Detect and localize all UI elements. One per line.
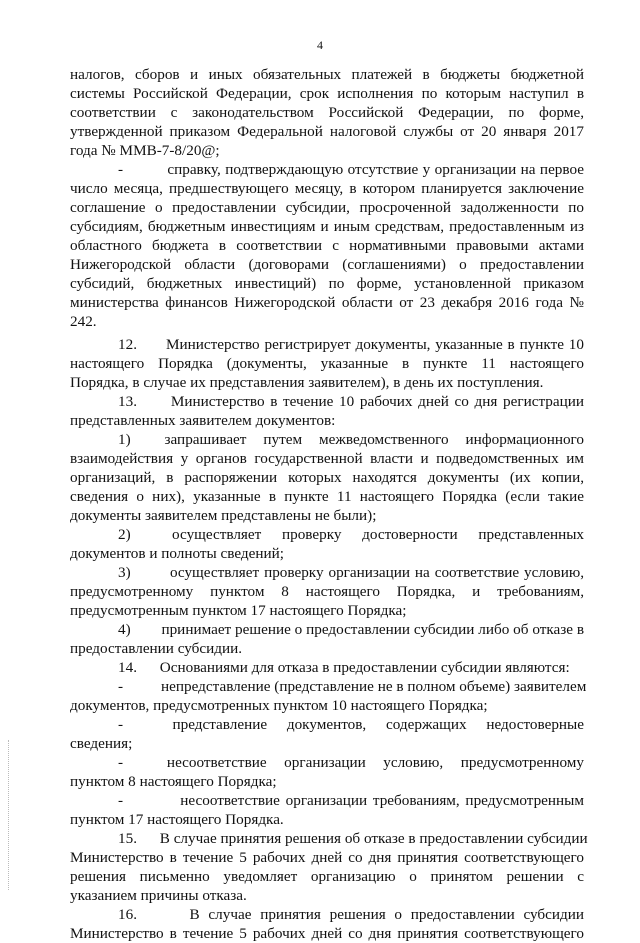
text-line: года № ММВ-7-8/20@; bbox=[70, 142, 220, 159]
text-line: документов, предусмотренных пунктом 10 настоящего Порядка; bbox=[70, 697, 488, 714]
text-line: 15. В случае принятия решения об отказе в предоставлении субсидии bbox=[118, 830, 588, 847]
text-line: организаций, в распоряжении которых находятся документы (их копии, bbox=[70, 469, 584, 486]
text-line: решения письменно уведомляет организацию о принятом решении с bbox=[70, 868, 584, 885]
text-line: документы заявителем представлены не были); bbox=[70, 507, 377, 524]
text-line: системы Российской Федерации, срок исполнения по которым наступил в bbox=[70, 85, 584, 102]
text-line: 16. В случае принятия решения о предоставлении субсидии bbox=[118, 906, 584, 923]
text-line: число месяца, предшествующего месяцу, в котором планируется заключение bbox=[70, 180, 584, 197]
text-line: 3) осуществляет проверку организации на соответствие условию, bbox=[118, 564, 584, 581]
scan-fold-mark bbox=[8, 740, 9, 890]
text-line: предусмотренным пунктом 17 настоящего Порядка; bbox=[70, 602, 407, 619]
text-line: субсидиям, бюджетным инвестициям и иным средствам, предоставленным из bbox=[70, 218, 584, 235]
text-line: 13. Министерство в течение 10 рабочих дней со дня регистрации bbox=[118, 393, 584, 410]
text-line: 4) принимает решение о предоставлении субсидии либо об отказе в bbox=[118, 621, 584, 638]
text-line: 1) запрашивает путем межведомственного информационного bbox=[118, 431, 584, 448]
text-line: - несоответствие организации условию, предусмотренному bbox=[118, 754, 584, 771]
text-line: Нижегородской области (договорами (соглашениями) о предоставлении bbox=[70, 256, 584, 273]
text-line: Министерство в течение 5 рабочих дней со дня принятия соответствующего bbox=[70, 925, 584, 942]
text-line: представленных заявителем документов: bbox=[70, 412, 336, 429]
text-line: предоставлении субсидии. bbox=[70, 640, 243, 657]
text-line: взаимодействия у органов государственной власти и подведомственных им bbox=[70, 450, 584, 467]
text-line: 242. bbox=[70, 313, 97, 330]
text-line: сведения о них), указанные в пункте 11 настоящего Порядка (если такие bbox=[70, 488, 584, 505]
page-number: 4 bbox=[317, 38, 323, 52]
text-line: пунктом 17 настоящего Порядка. bbox=[70, 811, 284, 828]
text-line: указанием причины отказа. bbox=[70, 887, 247, 904]
text-line: соглашение о предоставлении субсидии, просроченной задолженности по bbox=[70, 199, 584, 216]
text-line: 12. Министерство регистрирует документы, указанные в пункте 10 bbox=[118, 336, 584, 353]
text-line: 2) осуществляет проверку достоверности представленных bbox=[118, 526, 584, 543]
text-line: настоящего Порядка (документы, указанные в пункте 11 настоящего bbox=[70, 355, 584, 372]
text-line: - непредставление (представление не в полном объеме) заявителем bbox=[118, 678, 587, 695]
text-line: сведения; bbox=[70, 735, 133, 752]
text-line: - несоответствие организации требованиям, предусмотренным bbox=[118, 792, 584, 809]
text-line: - представление документов, содержащих недостоверные bbox=[118, 716, 584, 733]
text-line: документов и полноты сведений; bbox=[70, 545, 284, 562]
text-line: предусмотренному пунктом 8 настоящего Порядка, и требованиям, bbox=[70, 583, 584, 600]
text-line: утвержденной приказом Федеральной налоговой службы от 20 января 2017 bbox=[70, 123, 584, 140]
text-line: министерства финансов Нижегородской области от 23 декабря 2016 года № bbox=[70, 294, 584, 311]
text-line: Порядка, в случае их представления заявителем), в день их поступления. bbox=[70, 374, 544, 391]
text-line: субсидий, бюджетных инвестиций) по форме, установленной приказом bbox=[70, 275, 584, 292]
document-body bbox=[70, 65, 588, 943]
text-line: областного бюджета в соответствии с нормативными правовыми актами bbox=[70, 237, 584, 254]
text-line: налогов, сборов и иных обязательных платежей в бюджеты бюджетной bbox=[70, 66, 584, 83]
text-line: пунктом 8 настоящего Порядка; bbox=[70, 773, 277, 790]
text-line: - справку, подтверждающую отсутствие у организации на первое bbox=[118, 161, 584, 178]
text-line: соответствии с законодательством Российской Федерации, по форме, bbox=[70, 104, 584, 121]
text-line: Министерство в течение 5 рабочих дней со дня принятия соответствующего bbox=[70, 849, 584, 866]
text-line: 14. Основаниями для отказа в предоставлении субсидии являются: bbox=[118, 659, 570, 676]
